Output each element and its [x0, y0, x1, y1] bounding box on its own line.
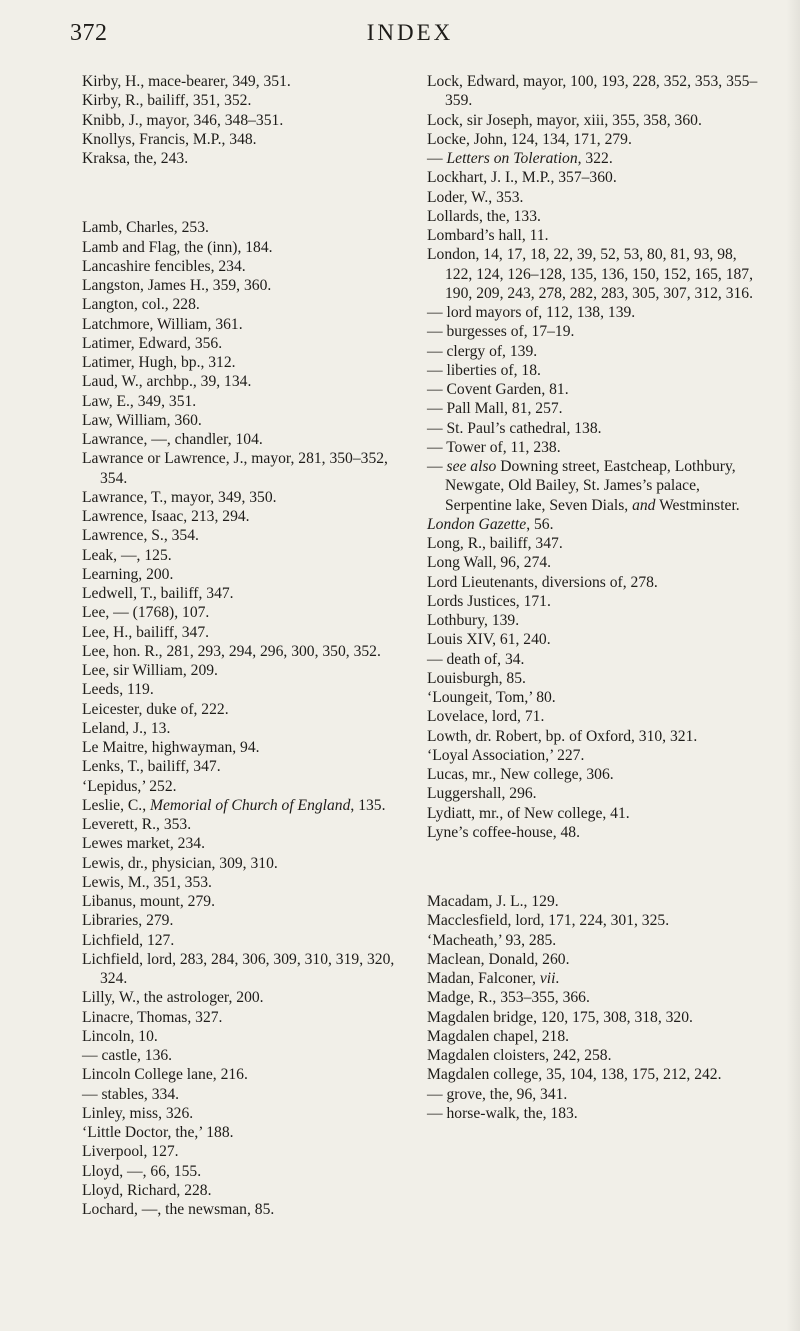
index-entry: Liverpool, 127. — [82, 1143, 179, 1161]
index-entry: Lichfield, 127. — [82, 931, 175, 949]
index-entry: Lawrence, Isaac, 213, 294. — [82, 508, 250, 526]
index-entry: Lewis, dr., physician, 309, 310. — [82, 854, 278, 872]
index-entry: Lovelace, lord, 71. — [427, 708, 545, 726]
index-entry: Lloyd, Richard, 228. — [82, 1181, 212, 1199]
index-entry: Ledwell, T., bailiff, 347. — [82, 585, 234, 603]
index-entry: Lock, Edward, mayor, 100, 193, 228, 352, 353, 355–359. — [427, 73, 758, 110]
index-entry: Lothbury, 139. — [427, 612, 520, 629]
index-entry: — see also Downing street, Eastcheap, Lothbury, Newgate, Old Bailey, St. James’s palace, Serpentine lake, Seven Dials, and Westminster. — [427, 458, 740, 514]
index-entry: Long Wall, 96, 274. — [427, 554, 552, 572]
index-entry: — Covent Garden, 81. — [427, 381, 569, 398]
index-entry: Lilly, W., the astrologer, 200. — [82, 989, 264, 1007]
index-column-left — [82, 72, 414, 1219]
index-entry: — Letters on Toleration, 322. — [427, 150, 613, 167]
section-gap — [82, 184, 414, 203]
index-entry: Maclean, Donald, 260. — [427, 950, 570, 968]
index-entry: Lydiatt, mr., of New college, 41. — [427, 804, 630, 822]
running-head: INDEX — [366, 20, 454, 45]
index-entry: London, 14, 17, 18, 22, 39, 52, 53, 80, 81, 93, 98, 122, 124, 126–128, 135, 136, 150, 152, 165, 187, 190, 209, 243, 278, 282, 283, 305, 307, 312, 316. — [427, 246, 753, 302]
index-entry: — burgesses of, 17–19. — [427, 323, 575, 341]
index-entry: — lord mayors of, 112, 138, 139. — [427, 304, 636, 321]
index-entry: Leeds, 119. — [82, 681, 154, 699]
index-entry: Knibb, J., mayor, 346, 348–351. — [82, 111, 284, 129]
index-entry: Magdalen cloisters, 242, 258. — [427, 1047, 612, 1065]
index-entry: Lewis, M., 351, 353. — [82, 873, 212, 891]
index-entry: Lyne’s coffee-house, 48. — [427, 823, 581, 841]
index-entry: ‘Macheath,’ 93, 285. — [427, 931, 557, 949]
index-entry: ‘Lepidus,’ 252. — [82, 777, 177, 795]
index-entry: — stables, 334. — [82, 1085, 180, 1103]
index-entry: Lawrance, —, chandler, 104. — [82, 431, 263, 449]
index-entry: Louisburgh, 85. — [427, 669, 526, 687]
index-entry: Kirby, H., mace-bearer, 349, 351. — [82, 73, 291, 90]
index-entry: Le Maitre, highwayman, 94. — [82, 739, 260, 757]
index-entry: Law, William, 360. — [82, 411, 202, 429]
index-entry: Lawrance, T., mayor, 349, 350. — [82, 488, 277, 506]
index-entry: Linacre, Thomas, 327. — [82, 1008, 223, 1026]
index-entry: Latchmore, William, 361. — [82, 315, 243, 333]
index-entry: Macclesfield, lord, 171, 224, 301, 325. — [427, 912, 670, 930]
page-number: 372 — [70, 20, 108, 46]
index-entry: Magdalen chapel, 218. — [427, 1027, 570, 1045]
index-entry: Lincoln College lane, 216. — [82, 1066, 248, 1084]
index-entry: Lewes market, 234. — [82, 835, 205, 853]
index-entry: Lichfield, lord, 283, 284, 306, 309, 310, 319, 320, 324. — [82, 950, 395, 988]
index-entry: Lollards, the, 133. — [427, 207, 541, 225]
index-entry: Loder, W., 353. — [427, 188, 524, 206]
index-entry: — horse-walk, the, 183. — [427, 1104, 578, 1122]
index-entry: ‘Loyal Association,’ 227. — [427, 746, 585, 764]
index-entry: Madan, Falconer, vii. — [427, 970, 560, 988]
index-entry: Lamb, Charles, 253. — [82, 219, 209, 237]
index-entry: Lock, sir Joseph, mayor, xiii, 355, 358, 360. — [427, 111, 702, 129]
index-entry: Lowth, dr. Robert, bp. of Oxford, 310, 321. — [427, 727, 698, 745]
index-entry: Learning, 200. — [82, 565, 174, 583]
index-entry: — death of, 34. — [427, 650, 525, 668]
index-entry: Langston, James H., 359, 360. — [82, 277, 272, 295]
index-entry: ‘Loungeit, Tom,’ 80. — [427, 689, 556, 706]
index-entry: Lancashire fencibles, 234. — [82, 257, 246, 275]
index-entry: Magdalen bridge, 120, 175, 308, 318, 320. — [427, 1008, 693, 1026]
index-entry: Lee, hon. R., 281, 293, 294, 296, 300, 350, 352. — [82, 642, 381, 660]
index-entry: Linley, miss, 326. — [82, 1104, 194, 1122]
page-header — [70, 20, 750, 60]
index-entry: Leslie, C., Memorial of Church of England, 135. — [82, 796, 386, 814]
index-entry: Kirby, R., bailiff, 351, 352. — [82, 92, 252, 110]
index-entry: — Pall Mall, 81, 257. — [427, 400, 563, 418]
index-entry: Lawrance or Lawrence, J., mayor, 281, 350–352, 354. — [82, 450, 388, 487]
index-entry: Lee, — (1768), 107. — [82, 604, 210, 622]
index-entry: Lombard’s hall, 11. — [427, 227, 549, 244]
index-entry: Kraksa, the, 243. — [82, 150, 189, 167]
index-entry: Luggershall, 296. — [427, 785, 537, 803]
index-entry: Leverett, R., 353. — [82, 816, 192, 834]
index-entry: Lee, sir William, 209. — [82, 662, 218, 680]
index-column-right — [427, 72, 762, 1123]
index-entry: — St. Paul’s cathedral, 138. — [427, 419, 602, 437]
index-entry: Lenks, T., bailiff, 347. — [82, 758, 221, 776]
index-entry: Lloyd, —, 66, 155. — [82, 1162, 202, 1180]
page-edge-shadow — [786, 0, 800, 1331]
index-entry: Knollys, Francis, M.P., 348. — [82, 130, 257, 148]
index-entry: Laud, W., archbp., 39, 134. — [82, 373, 252, 391]
index-entry: Lucas, mr., New college, 306. — [427, 766, 614, 783]
section-gap — [427, 858, 762, 877]
index-entry: Madge, R., 353–355, 366. — [427, 989, 590, 1007]
index-entry: Law, E., 349, 351. — [82, 392, 197, 410]
index-entry: — liberties of, 18. — [427, 361, 541, 379]
index-entry: Long, R., bailiff, 347. — [427, 535, 563, 552]
index-entry: Lamb and Flag, the (inn), 184. — [82, 238, 273, 256]
index-entry: — castle, 136. — [82, 1047, 173, 1065]
index-entry: ‘Little Doctor, the,’ 188. — [82, 1124, 234, 1142]
index-entry: London Gazette, 56. — [427, 515, 554, 533]
index-entry: Leicester, duke of, 222. — [82, 700, 229, 718]
index-entry: Leak, —, 125. — [82, 546, 172, 564]
index-entry: Lochard, —, the newsman, 85. — [82, 1201, 275, 1219]
index-entry: Lincoln, 10. — [82, 1027, 158, 1045]
index-entry: — grove, the, 96, 341. — [427, 1085, 568, 1103]
index-entry: Langton, col., 228. — [82, 296, 200, 314]
index-entry: Lords Justices, 171. — [427, 592, 551, 610]
index-entry: Lee, H., bailiff, 347. — [82, 623, 210, 641]
index-entry: Locke, John, 124, 134, 171, 279. — [427, 130, 632, 148]
index-entry: Lawrence, S., 354. — [82, 527, 199, 545]
index-entry: Libraries, 279. — [82, 912, 174, 930]
index-entry: — Tower of, 11, 238. — [427, 438, 561, 456]
index-entry: Latimer, Hugh, bp., 312. — [82, 354, 236, 372]
index-entry: Lord Lieutenants, diversions of, 278. — [427, 573, 658, 591]
index-entry: Macadam, J. L., 129. — [427, 893, 559, 911]
index-entry: Leland, J., 13. — [82, 719, 171, 737]
index-entry: Magdalen college, 35, 104, 138, 175, 212, 242. — [427, 1066, 722, 1084]
index-entry: Latimer, Edward, 356. — [82, 334, 223, 352]
index-entry: Louis XIV, 61, 240. — [427, 631, 551, 649]
index-entry: Lockhart, J. I., M.P., 357–360. — [427, 169, 617, 187]
index-entry: — clergy of, 139. — [427, 342, 538, 360]
index-entry: Libanus, mount, 279. — [82, 893, 215, 911]
